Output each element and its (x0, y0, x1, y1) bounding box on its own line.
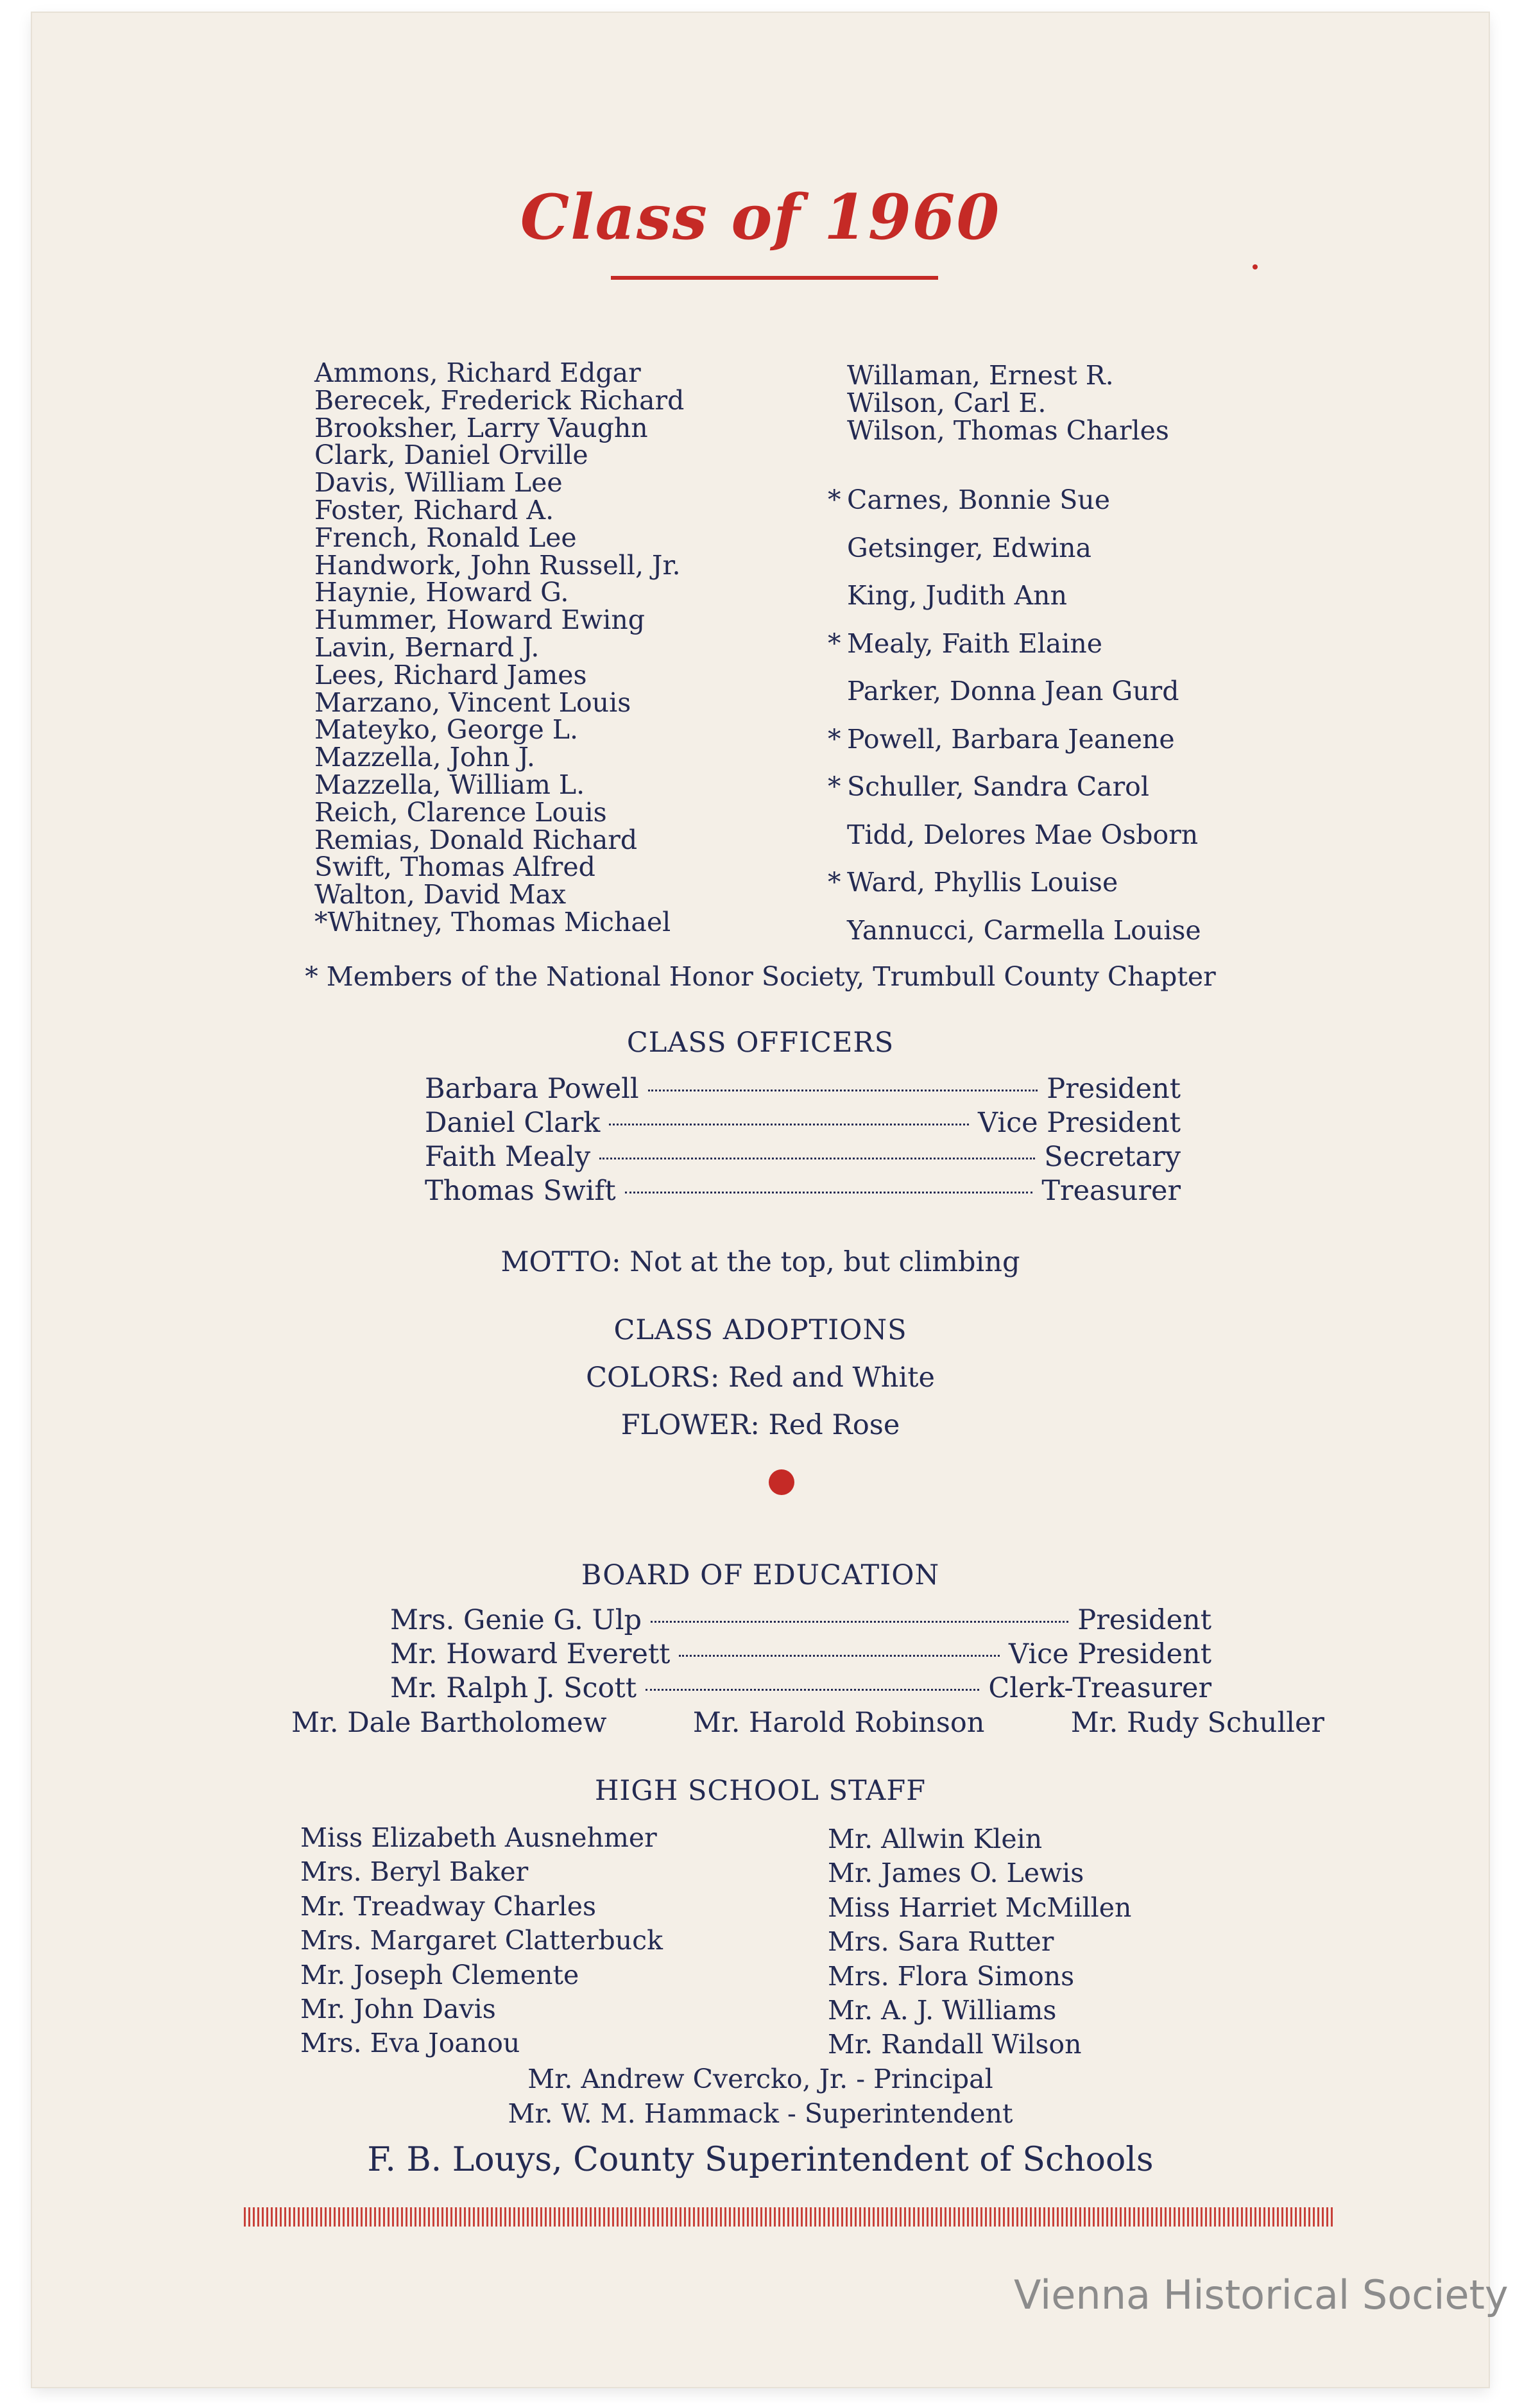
officer-row (425, 1141, 1181, 1175)
honor-mark: * (828, 628, 841, 659)
class-adoptions-heading: CLASS ADOPTIONS (613, 1314, 907, 1346)
staff-member: Mrs. Eva Joanou (300, 2028, 520, 2059)
board-of-education-heading: BOARD OF EDUCATION (581, 1559, 940, 1591)
county-superintendent: F. B. Louys, County Superintendent of Schools (367, 2141, 1154, 2179)
officer-row (425, 1073, 1181, 1107)
motto-label: MOTTO: (501, 1246, 621, 1278)
person-name: Thomas Swift (425, 1175, 616, 1207)
dot-leader (646, 1689, 979, 1691)
staff-member: Mr. Allwin Klein (828, 1824, 1043, 1854)
dot-leader (651, 1621, 1068, 1623)
graduate-name-text: King, Judith Ann (847, 580, 1067, 611)
person-role: Vice President (1009, 1638, 1211, 1670)
flower-value: Red Rose (768, 1409, 900, 1441)
class-officers-list (425, 1073, 1181, 1209)
board-row (390, 1672, 1211, 1706)
staff-member: Mr. James O. Lewis (828, 1858, 1084, 1889)
graduate-name: Reich, Clarence Louis (314, 796, 607, 828)
person-role: President (1077, 1604, 1211, 1636)
graduate-name (828, 572, 1201, 620)
graduate-name: Brooksher, Larry Vaughn (314, 412, 648, 443)
person-role: President (1047, 1073, 1181, 1105)
person-name: Mr. Howard Everett (390, 1638, 671, 1670)
graduate-name: Mateyko, George L. (314, 714, 579, 746)
dot-leader (599, 1158, 1035, 1159)
graduate-name: Wilson, Thomas Charles (847, 415, 1169, 446)
board-row (390, 1604, 1211, 1638)
graduate-name-text: Mealy, Faith Elaine (847, 628, 1102, 659)
board-members (291, 1707, 1324, 1739)
graduate-name: Berecek, Frederick Richard (314, 384, 685, 416)
graduate-name-text: Schuller, Sandra Carol (847, 771, 1149, 802)
decorative-red-hatch-bar (244, 2207, 1335, 2227)
person-role: Clerk-Treasurer (988, 1672, 1211, 1704)
board-member: Mr. Harold Robinson (692, 1707, 985, 1739)
officer-row (425, 1175, 1181, 1209)
honor-mark: * (828, 723, 841, 755)
title-underline (611, 276, 938, 280)
graduate-name: *Whitney, Thomas Michael (314, 906, 671, 937)
graduate-name-text: Yannucci, Carmella Louise (847, 914, 1201, 946)
class-title: Class of 1960 (520, 181, 1001, 253)
graduates-list-right-girls (828, 476, 1201, 954)
graduate-name: Lavin, Bernard J. (314, 631, 540, 663)
honor-mark: * (828, 771, 841, 802)
honor-mark: * (828, 484, 841, 515)
staff-member: Mrs. Flora Simons (828, 1960, 1075, 1992)
graduate-name-text: Carnes, Bonnie Sue (847, 484, 1110, 515)
ink-speck (1253, 264, 1258, 269)
graduates-list-right-boys (847, 362, 1169, 444)
staff-member: Mr. Joseph Clemente (300, 1959, 579, 1990)
graduate-name: Willaman, Ernest R. (847, 360, 1114, 391)
graduate-name: Ammons, Richard Edgar (314, 357, 641, 388)
person-name: Mrs. Genie G. Ulp (390, 1604, 642, 1636)
graduate-name: Walton, David Max (314, 879, 567, 911)
graduate-name-text: Parker, Donna Jean Gurd (847, 676, 1179, 706)
graduate-name (828, 763, 1201, 811)
honor-society-footnote: * Members of the National Honor Society, Trumbull County Chapter (305, 961, 1216, 992)
motto (32, 1246, 1489, 1278)
staff-member: Mr. A. J. Williams (828, 1995, 1057, 2026)
board-member: Mr. Dale Bartholomew (291, 1707, 607, 1739)
person-role: Secretary (1044, 1141, 1181, 1173)
graduate-name (828, 859, 1201, 907)
board-member: Mr. Rudy Schuller (1070, 1707, 1324, 1739)
graduate-name: Haynie, Howard G. (314, 577, 569, 608)
person-name: Faith Mealy (425, 1141, 591, 1173)
person-name: Mr. Ralph J. Scott (390, 1672, 637, 1704)
graduate-name: Handwork, John Russell, Jr. (314, 549, 681, 581)
staff-member: Mrs. Beryl Baker (300, 1856, 529, 1888)
person-role: Treasurer (1041, 1175, 1181, 1207)
staff-list-left (300, 1821, 663, 2061)
high-school-staff-heading: HIGH SCHOOL STAFF (594, 1775, 927, 1807)
graduate-name: Mazzella, John J. (314, 742, 535, 773)
class-flower (32, 1409, 1489, 1441)
class-colors (32, 1362, 1489, 1394)
staff-member: Mr. Treadway Charles (300, 1890, 597, 1922)
honor-mark: * (828, 867, 841, 898)
colors-label: COLORS: (586, 1362, 720, 1394)
graduate-name (828, 811, 1201, 859)
motto-text: Not at the top, but climbing (629, 1246, 1020, 1278)
graduate-name (828, 476, 1201, 524)
staff-list-right (828, 1822, 1131, 2062)
graduate-name: Foster, Richard A. (314, 494, 554, 526)
dot-leader (679, 1655, 1000, 1657)
graduate-name (828, 715, 1201, 764)
program-page (32, 13, 1489, 2387)
colors-value: Red and White (728, 1362, 935, 1394)
staff-member: Miss Elizabeth Ausnehmer (300, 1822, 657, 1853)
graduate-name: Wilson, Carl E. (847, 387, 1047, 418)
graduates-list-left (314, 359, 684, 936)
class-officers-heading: CLASS OFFICERS (626, 1027, 894, 1059)
superintendent: Mr. W. M. Hammack - Superintendent (508, 2098, 1013, 2129)
person-name: Daniel Clark (425, 1107, 601, 1139)
graduate-name: Clark, Daniel Orville (314, 440, 588, 471)
graduate-name (828, 667, 1201, 715)
staff-member: Mr. John Davis (300, 1994, 496, 2025)
officer-row (425, 1107, 1181, 1141)
graduate-name (828, 524, 1201, 572)
graduate-name-text: Ward, Phyllis Louise (847, 867, 1118, 898)
person-role: Vice President (978, 1107, 1181, 1139)
board-of-education-list (390, 1604, 1211, 1706)
graduate-name (828, 907, 1201, 955)
staff-member: Mrs. Margaret Clatterbuck (300, 1925, 663, 1956)
graduate-name: Mazzella, William L. (314, 769, 585, 800)
red-dot-ornament (769, 1469, 794, 1495)
watermark: Vienna Historical Society (1014, 2271, 1509, 2318)
graduate-name: Marzano, Vincent Louis (314, 687, 631, 718)
staff-member: Miss Harriet McMillen (828, 1892, 1132, 1923)
staff-member: Mr. Randall Wilson (828, 2029, 1082, 2060)
graduate-name: Hummer, Howard Ewing (314, 604, 645, 636)
principal: Mr. Andrew Cvercko, Jr. - Principal (527, 2064, 993, 2094)
person-name: Barbara Powell (425, 1073, 639, 1105)
dot-leader (625, 1192, 1033, 1193)
graduate-name: Lees, Richard James (314, 659, 587, 690)
graduate-name: Davis, William Lee (314, 467, 563, 499)
graduate-name-text: Getsinger, Edwina (847, 532, 1091, 563)
graduate-name: Swift, Thomas Alfred (314, 851, 595, 883)
flower-label: FLOWER: (620, 1409, 760, 1441)
graduate-name: Remias, Donald Richard (314, 824, 638, 855)
dot-leader (648, 1090, 1038, 1091)
graduate-name: French, Ronald Lee (314, 522, 577, 553)
staff-member: Mrs. Sara Rutter (828, 1926, 1054, 1958)
board-row (390, 1638, 1211, 1672)
graduate-name-text: Powell, Barbara Jeanene (847, 723, 1175, 755)
graduate-name-text: Tidd, Delores Mae Osborn (847, 819, 1199, 850)
graduate-name (828, 620, 1201, 668)
dot-leader (609, 1124, 969, 1125)
